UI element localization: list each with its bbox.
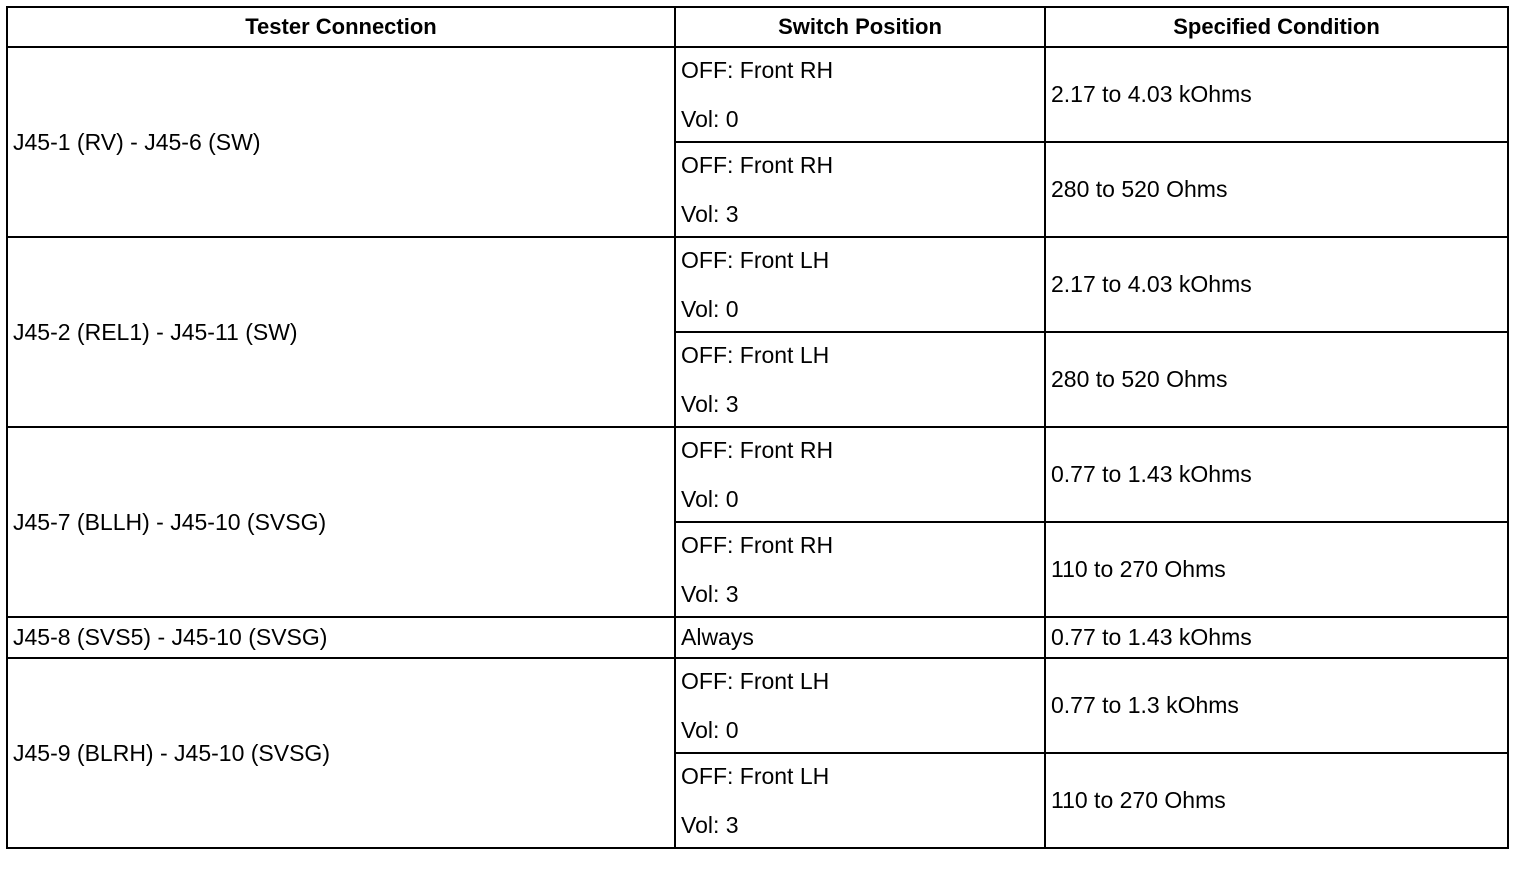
- tester-connection-cell: J45-7 (BLLH) - J45-10 (SVSG): [7, 427, 675, 617]
- table-row: [7, 47, 1508, 142]
- volume-line: Vol: 3: [681, 811, 739, 838]
- specified-condition-cell: 2.17 to 4.03 kOhms: [1045, 237, 1508, 332]
- table-row: [7, 617, 1508, 658]
- switch-position-line: OFF: Front LH: [681, 762, 830, 789]
- specified-condition-cell: 0.77 to 1.3 kOhms: [1045, 658, 1508, 753]
- switch-position-line: OFF: Front LH: [681, 341, 830, 368]
- table-row: [7, 427, 1508, 522]
- volume-line: Vol: 0: [681, 295, 739, 322]
- tester-connection-cell: J45-9 (BLRH) - J45-10 (SVSG): [7, 658, 675, 848]
- switch-position-cell: [675, 237, 1045, 332]
- switch-position-cell: [675, 332, 1045, 427]
- table-row: [7, 237, 1508, 332]
- switch-position-cell: [675, 47, 1045, 142]
- switch-position-line: OFF: Front RH: [681, 151, 834, 178]
- volume-line: Vol: 0: [681, 485, 739, 512]
- switch-position-line: OFF: Front LH: [681, 667, 830, 694]
- header-tester-connection: Tester Connection: [7, 7, 675, 47]
- specification-table: [6, 6, 1509, 849]
- specified-condition-cell: 280 to 520 Ohms: [1045, 142, 1508, 237]
- specified-condition-cell: 110 to 270 Ohms: [1045, 522, 1508, 617]
- switch-position-line: OFF: Front RH: [681, 531, 834, 558]
- switch-position-cell: [675, 427, 1045, 522]
- specified-condition-cell: 2.17 to 4.03 kOhms: [1045, 47, 1508, 142]
- volume-line: Vol: 3: [681, 390, 739, 417]
- switch-position-cell: [675, 522, 1045, 617]
- specified-condition-cell: 280 to 520 Ohms: [1045, 332, 1508, 427]
- header-row: [7, 7, 1508, 47]
- switch-position-line: OFF: Front RH: [681, 436, 834, 463]
- header-switch-position: Switch Position: [675, 7, 1045, 47]
- switch-position-cell: [675, 658, 1045, 753]
- volume-line: Vol: 0: [681, 105, 739, 132]
- specified-condition-cell: 0.77 to 1.43 kOhms: [1045, 617, 1508, 658]
- switch-position-cell: [675, 753, 1045, 848]
- specified-condition-cell: 110 to 270 Ohms: [1045, 753, 1508, 848]
- volume-line: Vol: 0: [681, 716, 739, 743]
- table-row: [7, 658, 1508, 753]
- tester-connection-cell: J45-1 (RV) - J45-6 (SW): [7, 47, 675, 237]
- header-specified-condition: Specified Condition: [1045, 7, 1508, 47]
- volume-line: Vol: 3: [681, 200, 739, 227]
- switch-position-line: OFF: Front RH: [681, 56, 834, 83]
- switch-position-cell: [675, 142, 1045, 237]
- tester-connection-cell: J45-8 (SVS5) - J45-10 (SVSG): [7, 617, 675, 658]
- tester-connection-cell: J45-2 (REL1) - J45-11 (SW): [7, 237, 675, 427]
- specified-condition-cell: 0.77 to 1.43 kOhms: [1045, 427, 1508, 522]
- switch-position-line: OFF: Front LH: [681, 246, 830, 273]
- switch-position-cell: Always: [675, 617, 1045, 658]
- volume-line: Vol: 3: [681, 580, 739, 607]
